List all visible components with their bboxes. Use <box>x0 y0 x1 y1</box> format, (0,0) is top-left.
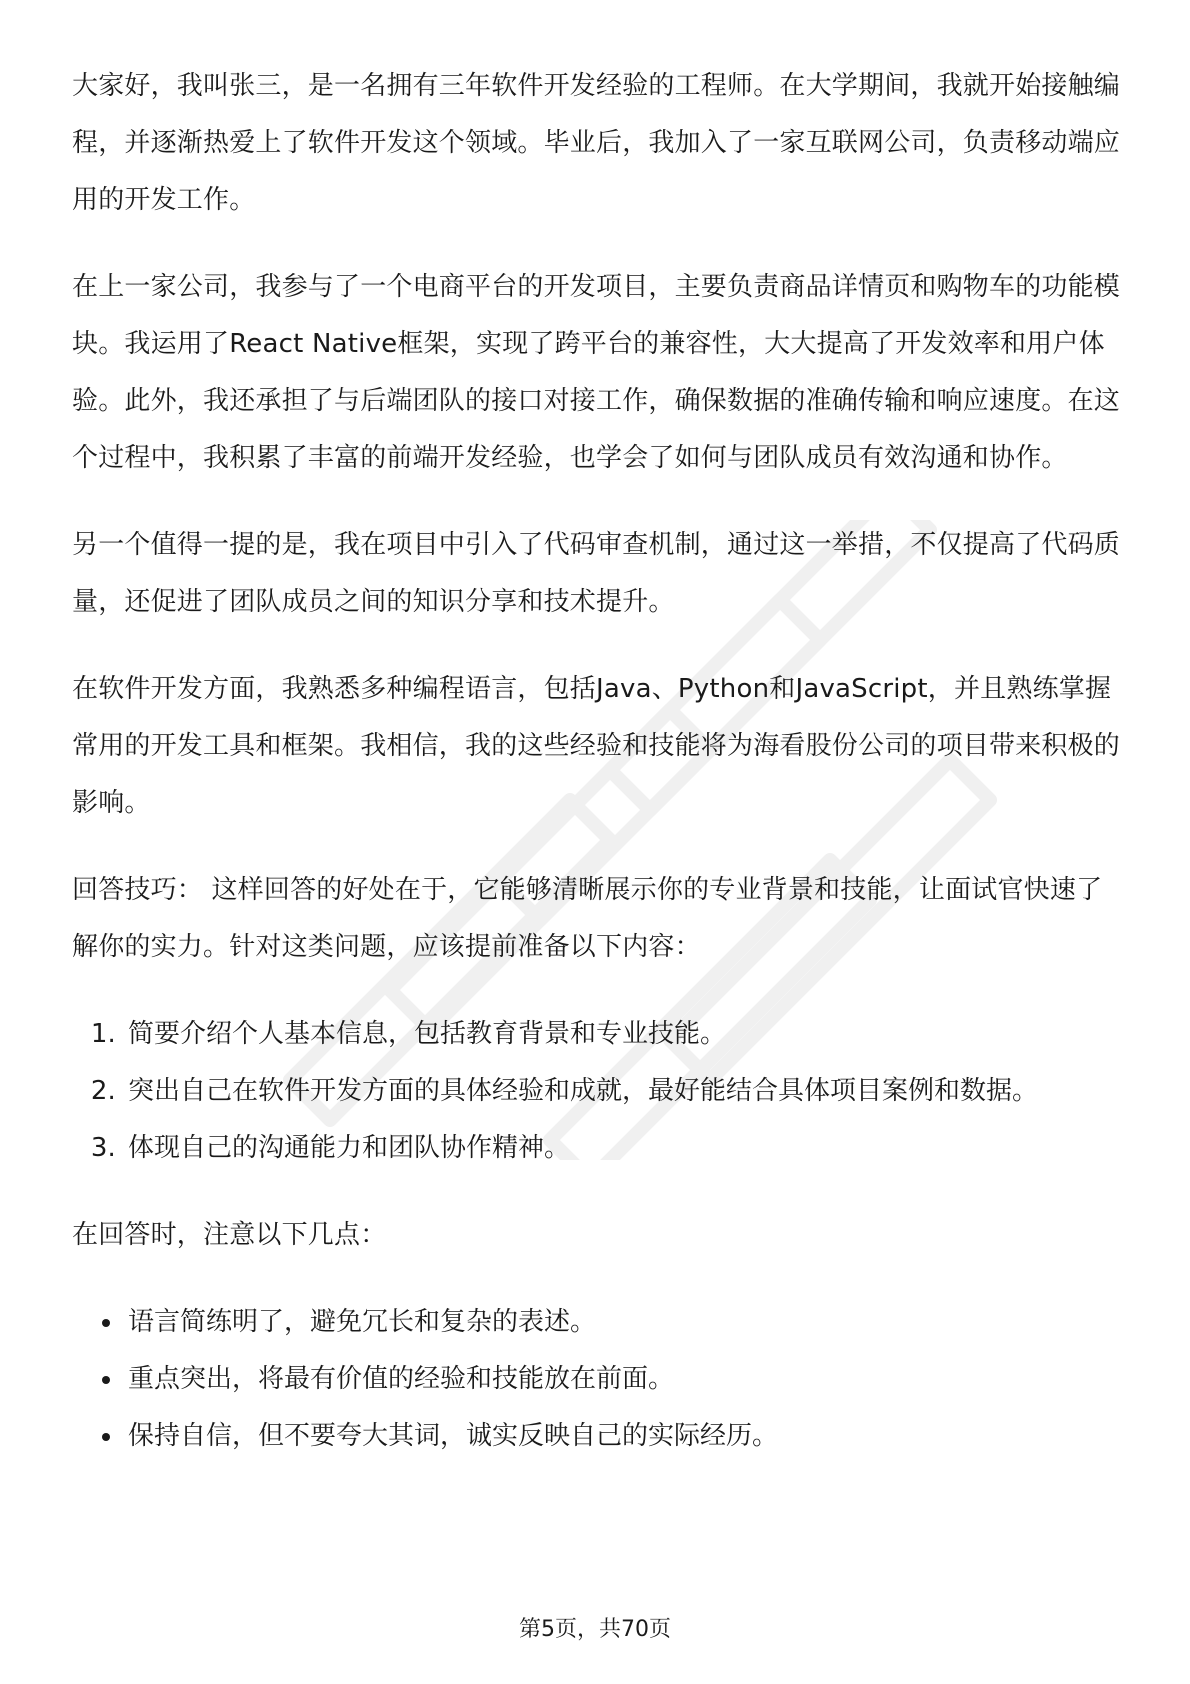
notes-intro: 在回答时，注意以下几点： <box>72 1220 387 1250</box>
paragraph-project: 在上一家公司，我参与了一个电商平台的开发项目，主要负责商品详情页和购物车的功能模块。我运用了React Native框架，实现了跨平台的兼容性，大大提高了开发效率和用户体验。此外，我还承担了与后端团队的接口对接工作，确保数据的准确传输和响应速度。在这个过程中，我积累了丰富的前端开发经验，也学会了如何与团队成员有效沟通和协作。 <box>72 272 1121 473</box>
list-item: • 重点突出，将最有价值的经验和技能放在前面。 <box>124 1351 1122 1408</box>
list-item: • 保持自信，但不要夸大其词，诚实反映自己的实际经历。 <box>124 1408 1122 1465</box>
list-item: 1. 简要介绍个人基本信息，包括教育背景和专业技能。 <box>124 1006 1122 1063</box>
page-footer: 第5页，共70页 <box>519 1617 671 1642</box>
paragraph-tips: 回答技巧： 这样回答的好处在于，它能够清晰展示你的专业背景和技能，让面试官快速了解你的实力。针对这类问题，应该提前准备以下内容： <box>72 875 1103 962</box>
paragraph-code-review: 另一个值得一提的是，我在项目中引入了代码审查机制，通过这一举措，不仅提高了代码质量，还促进了团队成员之间的知识分享和技术提升。 <box>72 530 1121 617</box>
paragraph-skills: 在软件开发方面，我熟悉多种编程语言，包括Java、Python和JavaScript，并且熟练掌握常用的开发工具和框架。我相信，我的这些经验和技能将为海看股份公司的项目带来积极的影响。 <box>72 674 1121 818</box>
list-item: • 语言简练明了，避免冗长和复杂的表述。 <box>124 1294 1122 1351</box>
list-item: 2. 突出自己在软件开发方面的具体经验和成就，最好能结合具体项目案例和数据。 <box>124 1063 1122 1120</box>
list-item: 3. 体现自己的沟通能力和团队协作精神。 <box>124 1120 1122 1177</box>
page-content <box>72 58 1122 1495</box>
notes-list <box>72 1294 1122 1465</box>
paragraph-intro: 大家好，我叫张三，是一名拥有三年软件开发经验的工程师。在大学期间，我就开始接触编程，并逐渐热爱上了软件开发这个领域。毕业后，我加入了一家互联网公司，负责移动端应用的开发工作。 <box>72 71 1121 215</box>
steps-list <box>72 1006 1122 1177</box>
